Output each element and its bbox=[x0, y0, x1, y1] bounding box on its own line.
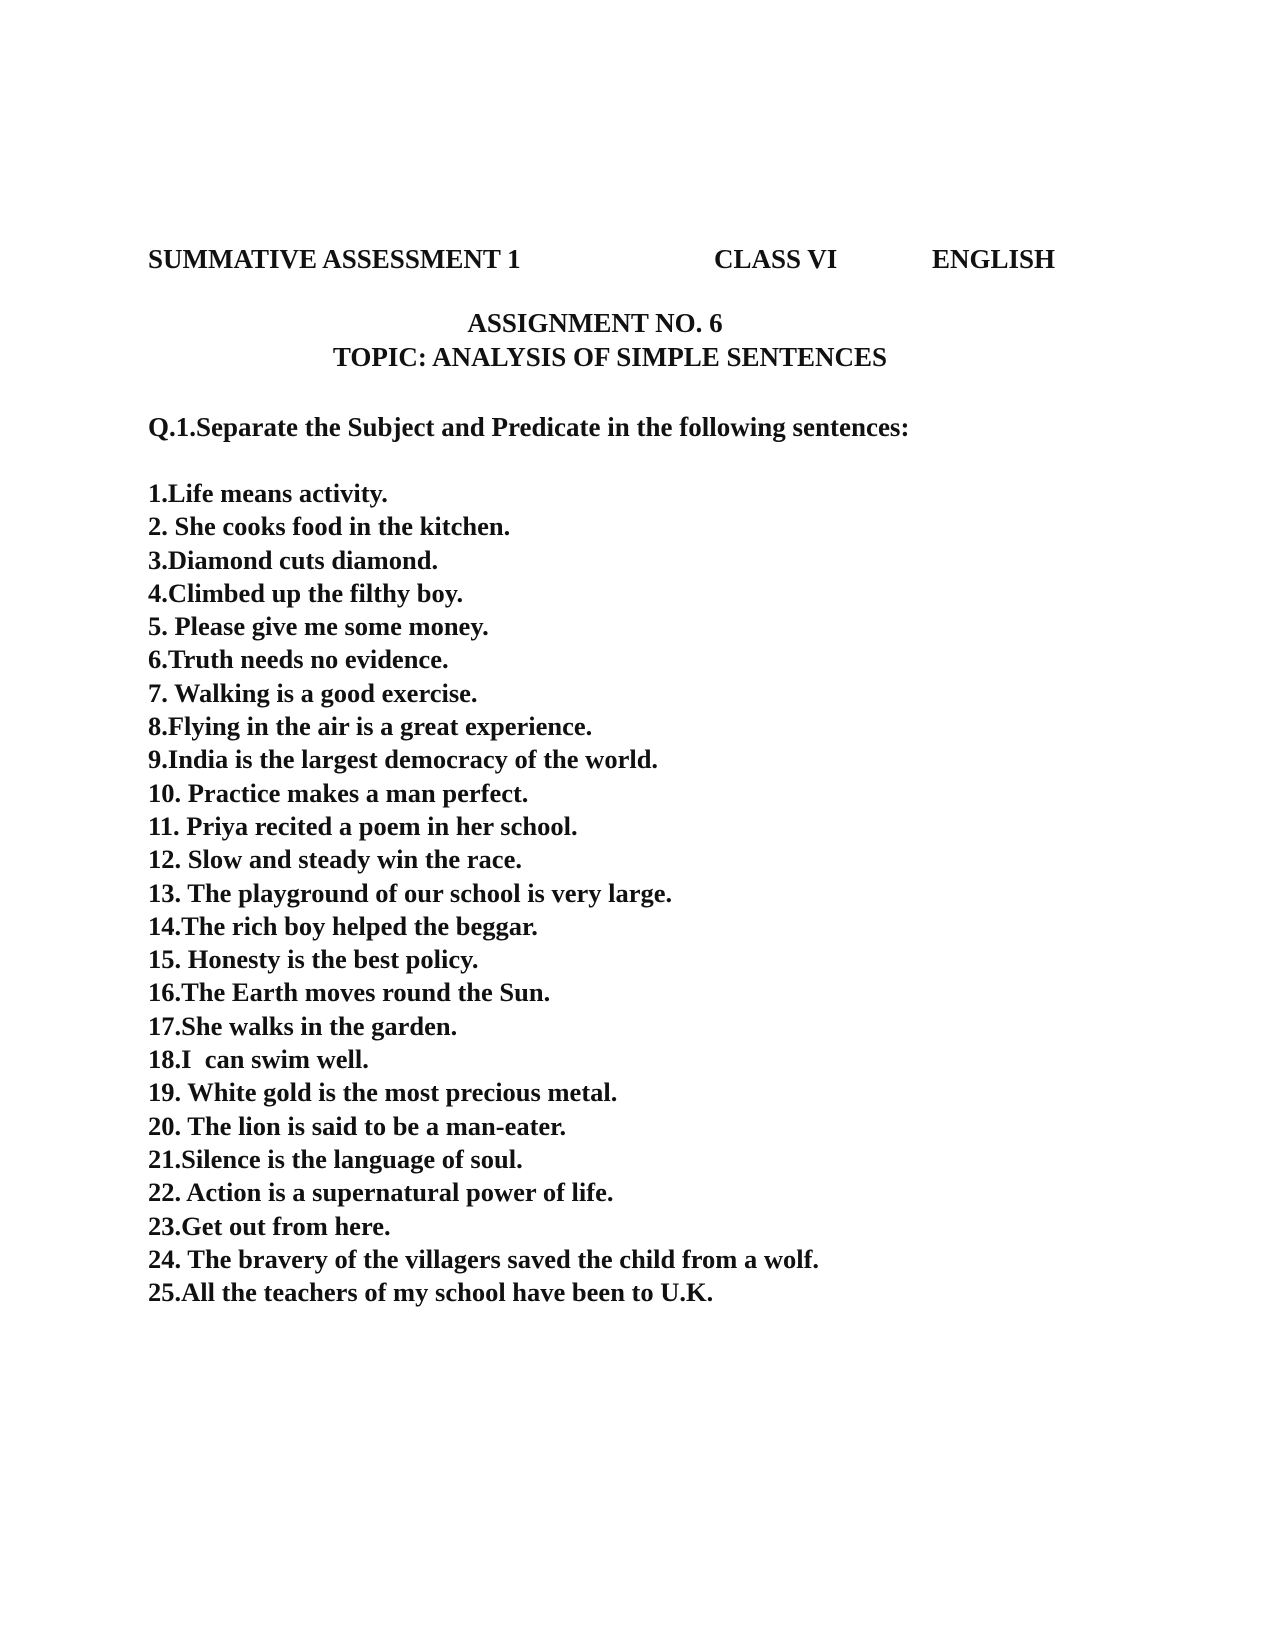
sentence-item: 7. Walking is a good exercise. bbox=[148, 677, 478, 708]
sentence-item: 3.Diamond cuts diamond. bbox=[148, 544, 439, 575]
header-row bbox=[148, 244, 1148, 284]
sentence-item: 19. White gold is the most precious metal. bbox=[148, 1077, 618, 1108]
sentence-item: 5. Please give me some money. bbox=[148, 611, 489, 642]
sentence-item: 1.Life means activity. bbox=[148, 478, 388, 508]
sentence-item: 10. Practice makes a man perfect. bbox=[148, 777, 529, 808]
topic-title: TOPIC: ANALYSIS OF SIMPLE SENTENCES bbox=[332, 342, 888, 372]
question-text: Q.1.Separate the Subject and Predicate in the following sentences: bbox=[148, 412, 910, 442]
sentence-item: 2. She cooks food in the kitchen. bbox=[148, 511, 511, 542]
class-label: CLASS VI bbox=[714, 244, 838, 274]
sentence-item: 13. The playground of our school is very large. bbox=[148, 877, 673, 908]
sentence-item: 8.Flying in the air is a great experience. bbox=[148, 711, 593, 742]
sentence-item: 4.Climbed up the filthy boy. bbox=[148, 577, 464, 608]
subject-label: ENGLISH bbox=[932, 244, 1056, 274]
sentence-item: 23.Get out from here. bbox=[148, 1210, 391, 1241]
sentence-item: 16.The Earth moves round the Sun. bbox=[148, 977, 551, 1008]
sentence-item: 24. The bravery of the villagers saved the child from a wolf. bbox=[148, 1243, 820, 1274]
sentence-item: 21.Silence is the language of soul. bbox=[148, 1143, 523, 1174]
sentence-item: 14.The rich boy helped the beggar. bbox=[148, 910, 538, 941]
sentence-item: 20. The lion is said to be a man-eater. bbox=[148, 1110, 567, 1141]
sentence-item: 18.I can swim well. bbox=[148, 1044, 369, 1075]
sentence-item: 25.All the teachers of my school have been to U.K. bbox=[148, 1277, 714, 1308]
sentence-item: 17.She walks in the garden. bbox=[148, 1010, 458, 1041]
sentence-item: 11. Priya recited a poem in her school. bbox=[148, 810, 578, 841]
assignment-title: ASSIGNMENT NO. 6 bbox=[467, 308, 723, 338]
exam-title: SUMMATIVE ASSESSMENT 1 bbox=[148, 244, 521, 274]
sentence-item: 15. Honesty is the best policy. bbox=[148, 944, 479, 975]
sentence-list bbox=[148, 477, 819, 1309]
sentence-item: 6.Truth needs no evidence. bbox=[148, 644, 449, 675]
sentence-item: 9.India is the largest democracy of the world. bbox=[148, 744, 659, 775]
sentence-item: 22. Action is a supernatural power of life. bbox=[148, 1177, 614, 1208]
sentence-item: 12. Slow and steady win the race. bbox=[148, 844, 522, 875]
